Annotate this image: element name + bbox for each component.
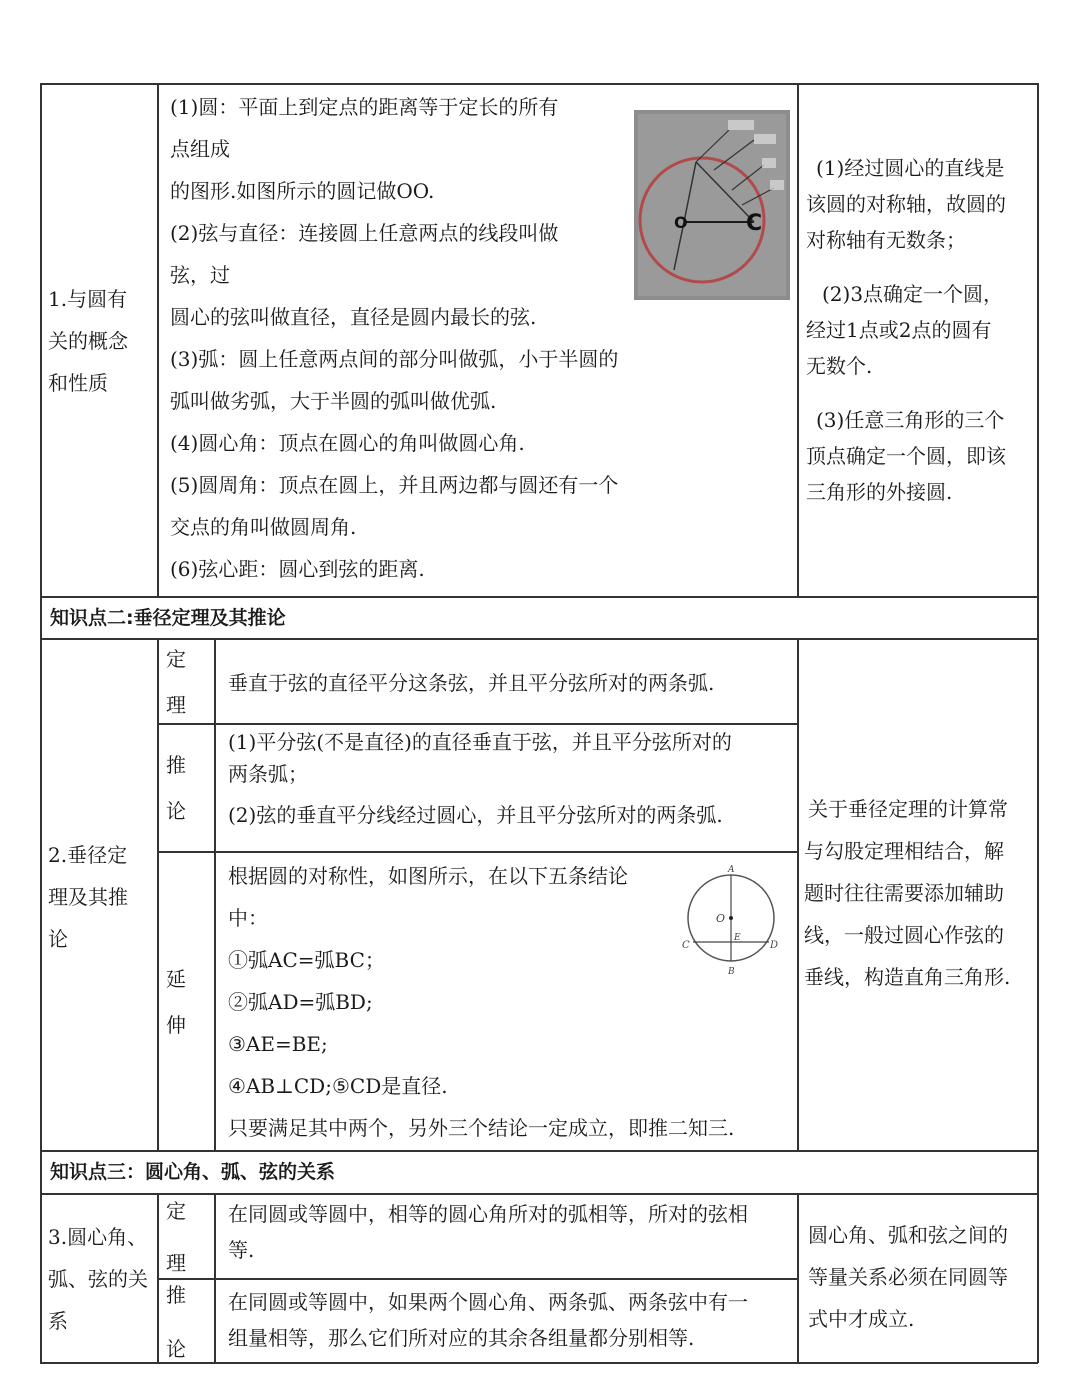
table-left-border xyxy=(40,83,42,1363)
concept-line: (1)圆：平面上到定点的距离等于定长的所有 xyxy=(170,95,559,119)
row1-label-line: 关的概念 xyxy=(48,329,128,353)
concept-line: 弧叫做劣弧，大于半圆的弧叫做优弧. xyxy=(170,389,497,413)
concept-line: (6)弦心距：圆心到弦的距离. xyxy=(170,557,425,581)
theorem-line: 在同圆或等圆中，相等的圆心角所对的弧相等，所对的弦相 xyxy=(228,1202,748,1226)
row-divider xyxy=(40,1193,1038,1195)
cell-divider xyxy=(157,851,797,853)
note-line: (1)经过圆心的直线是 xyxy=(816,156,1005,180)
row1-label-line: 1.与圆有 xyxy=(48,287,128,311)
concept-line: (3)弧：圆上任意两点间的部分叫做弧，小于半圆的 xyxy=(170,347,619,371)
note-line: 与勾股定理相结合，解 xyxy=(804,839,1004,863)
row1-label xyxy=(48,278,154,404)
table-bottom-border xyxy=(40,1362,1038,1364)
corollary-label-char: 推 xyxy=(166,753,186,777)
note-line: 等量关系必须在同圆等 xyxy=(808,1265,1008,1289)
column-divider xyxy=(797,638,799,1150)
row3-theorem xyxy=(228,1196,794,1268)
column-divider xyxy=(214,638,216,1150)
chord-diagram xyxy=(676,862,786,978)
note-line: 顶点确定一个圆，即该 xyxy=(806,444,1006,468)
column-divider xyxy=(157,638,159,1150)
diagram-label: O xyxy=(716,912,726,925)
extension-line: ③AE=BE; xyxy=(228,1032,328,1056)
row3-corollary xyxy=(228,1284,794,1356)
diagram-label: A xyxy=(728,865,735,875)
column-divider xyxy=(797,83,799,596)
note-line: 线，一般过圆心作弦的 xyxy=(804,923,1004,947)
row3-label-line: 系 xyxy=(48,1309,68,1333)
concept-line: (2)弦与直径：连接圆上任意两点的线段叫做 xyxy=(170,221,559,245)
cell-divider xyxy=(157,1278,797,1280)
row2-label-line: 理及其推 xyxy=(48,885,128,909)
note-line: 对称轴有无数条； xyxy=(806,228,966,252)
concept-line: 的图形.如图所示的圆记做OO. xyxy=(170,179,435,203)
extension-line: ②弧AD=弧BD; xyxy=(228,990,373,1014)
row1-concepts xyxy=(170,86,670,590)
row2-label-line: 论 xyxy=(48,927,68,951)
column-divider xyxy=(157,83,159,596)
photo-label-o: O xyxy=(674,213,688,232)
corollary-line: (1)平分弦(不是直径)的直径垂直于弦，并且平分弦所对的 xyxy=(228,730,732,754)
note-line: (3)任意三角形的三个 xyxy=(816,408,1005,432)
row2-theorem: 垂直于弦的直径平分这条弦，并且平分弦所对的两条弧. xyxy=(228,671,715,695)
theorem-label-char: 理 xyxy=(166,1251,186,1275)
extension-line: ①弧AC=弧BC； xyxy=(228,948,385,972)
note-line: 该圆的对称轴，故圆的 xyxy=(806,192,1006,216)
row1-label-line: 和性质 xyxy=(48,371,108,395)
theorem-label-char: 理 xyxy=(166,693,186,717)
corollary-line: (2)弦的垂直平分线经过圆心，并且平分弦所对的两条弧. xyxy=(228,803,723,827)
row2-corollary xyxy=(228,722,794,836)
extension-label-char: 延 xyxy=(166,967,186,991)
corollary-label-char: 论 xyxy=(166,1337,186,1361)
diagram-label: E xyxy=(734,933,741,943)
concept-line: 交点的角叫做圆周角. xyxy=(170,515,357,539)
concept-line: 圆心的弦叫做直径，直径是圆内最长的弦. xyxy=(170,305,537,329)
extension-line: 只要满足其中两个，另外三个结论一定成立，即推二知三. xyxy=(228,1116,735,1140)
table-top-border xyxy=(40,83,1038,85)
diagram-label: D xyxy=(770,940,779,951)
extension-line: ④AB⊥CD;⑤CD是直径. xyxy=(228,1074,448,1098)
row1-notes xyxy=(806,150,1034,510)
column-divider xyxy=(797,1193,799,1362)
note-line: 圆心角、弧和弦之间的 xyxy=(808,1223,1008,1247)
row2-label xyxy=(48,834,154,960)
corollary-line: 组量相等，那么它们所对应的其余各组量都分别相等. xyxy=(228,1326,695,1350)
row3-label xyxy=(48,1216,160,1342)
note-line: 经过1点或2点的圆有 xyxy=(806,318,992,342)
row2-notes xyxy=(804,788,1036,998)
note-line: 三角形的外接圆. xyxy=(806,480,953,504)
concept-line: 点组成 xyxy=(170,137,230,161)
theorem-line: 等. xyxy=(228,1238,255,1262)
row3-label-line: 3.圆心角、 xyxy=(48,1225,148,1249)
extension-line: 根据圆的对称性，如图所示，在以下五条结论 xyxy=(228,864,628,888)
corollary-line: 两条弧； xyxy=(228,762,308,786)
concept-line: (5)圆周角：顶点在圆上，并且两边都与圆还有一个 xyxy=(170,473,619,497)
circle-photo xyxy=(634,110,790,300)
theorem-label-char: 定 xyxy=(166,647,186,671)
section-heading-3: 知识点三：圆心角、弧、弦的关系 xyxy=(50,1161,336,1183)
column-divider xyxy=(214,1193,216,1362)
section-heading-2: 知识点二:垂径定理及其推论 xyxy=(50,607,286,629)
diagram-label: B xyxy=(728,967,735,977)
table-right-border xyxy=(1037,83,1039,1363)
photo-label-c: C xyxy=(746,211,763,236)
theorem-label-char: 定 xyxy=(166,1199,186,1223)
note-line: 式中才成立. xyxy=(808,1307,915,1331)
extension-label-char: 伸 xyxy=(166,1013,186,1037)
row3-label-line: 弧、弦的关 xyxy=(48,1267,148,1291)
row2-label-line: 2.垂径定 xyxy=(48,843,128,867)
corollary-line: 在同圆或等圆中，如果两个圆心角、两条弧、两条弦中有一 xyxy=(228,1290,748,1314)
diagram-label: C xyxy=(682,940,690,951)
extension-line: 中： xyxy=(228,906,268,930)
corollary-label-char: 论 xyxy=(166,799,186,823)
note-line: (2)3点确定一个圆， xyxy=(822,282,1004,306)
concept-line: 弦，过 xyxy=(170,263,230,287)
corollary-label-char: 推 xyxy=(166,1283,186,1307)
note-line: 无数个. xyxy=(806,354,873,378)
note-line: 垂线，构造直角三角形. xyxy=(804,965,1011,989)
concept-line: (4)圆心角：顶点在圆心的角叫做圆心角. xyxy=(170,431,525,455)
note-line: 关于垂径定理的计算常 xyxy=(808,797,1008,821)
note-line: 题时往往需要添加辅助 xyxy=(804,881,1004,905)
row3-notes xyxy=(808,1214,1036,1340)
